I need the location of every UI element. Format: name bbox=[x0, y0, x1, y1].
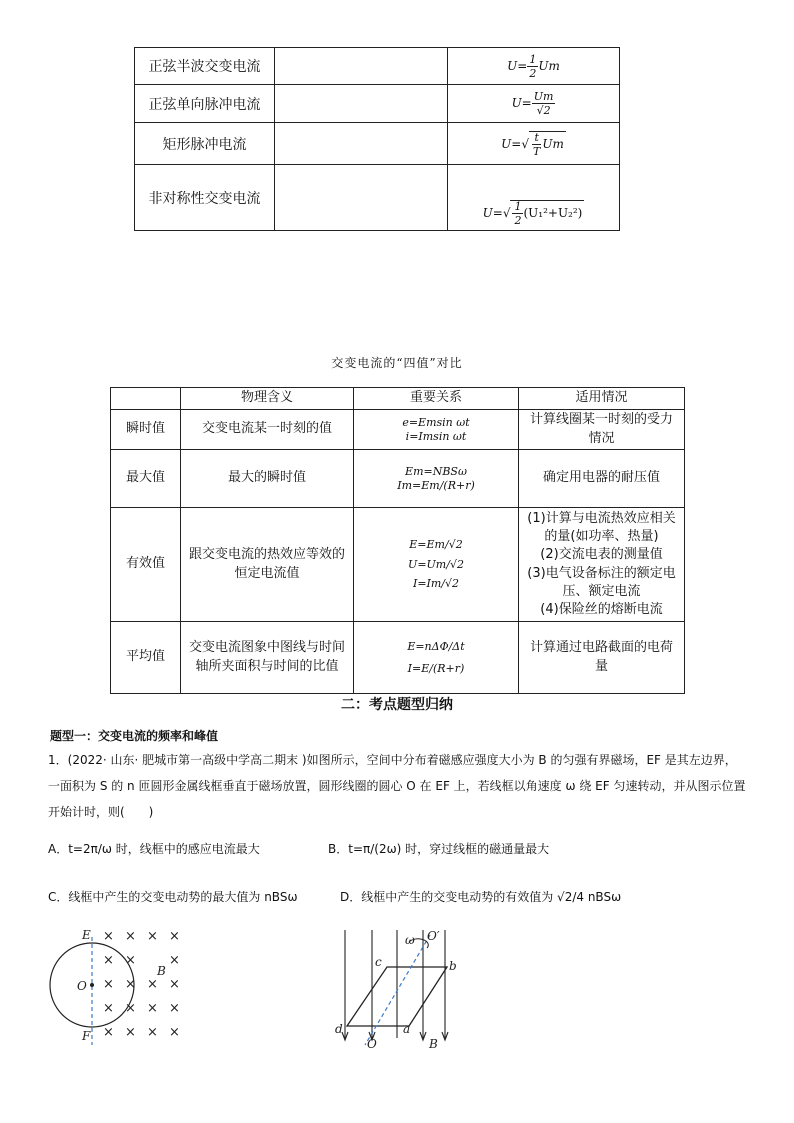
four-values-table bbox=[110, 387, 685, 694]
svg-text:F: F bbox=[82, 1029, 91, 1043]
formula-cell: U= $\frac{1}{2}$ Um bbox=[448, 48, 620, 85]
option-c: C．线框中产生的交变电动势的最大值为 nBSω bbox=[48, 890, 298, 904]
row-name: 正弦半波交变电流 bbox=[135, 48, 275, 85]
svg-text:O′: O′ bbox=[427, 929, 440, 943]
svg-text:d: d bbox=[335, 1022, 343, 1036]
row-relation: E=Em/√2 U=Um/√2 I=Im/√2 bbox=[354, 508, 519, 622]
svg-text:×: × bbox=[103, 929, 114, 944]
svg-text:×: × bbox=[125, 977, 136, 992]
row-name: 瞬时值 bbox=[111, 410, 181, 450]
row-meaning: 交变电流图象中图线与时间轴所夹面积与时间的比值 bbox=[181, 622, 354, 694]
row-name: 最大值 bbox=[111, 450, 181, 508]
formula-cell: U= √ $\frac{1}{2}$ (U₁²+U₂²) bbox=[448, 165, 620, 231]
svg-text:×: × bbox=[125, 1025, 136, 1040]
svg-text:B: B bbox=[429, 1037, 438, 1051]
effective-value-table bbox=[134, 47, 620, 231]
formula-cell: U= √ $\frac{t}{T}$ Um bbox=[448, 123, 620, 165]
svg-text:×: × bbox=[147, 929, 158, 944]
figure-magnetic-field-circle bbox=[40, 925, 200, 1050]
svg-text:c: c bbox=[375, 955, 382, 969]
row-relation: e=Emsin ωt i=Imsin ωt bbox=[354, 410, 519, 450]
row-meaning: 最大的瞬时值 bbox=[181, 450, 354, 508]
row-name: 正弦单向脉冲电流 bbox=[135, 85, 275, 123]
svg-text:×: × bbox=[125, 929, 136, 944]
figure-rotating-frame bbox=[325, 920, 475, 1055]
svg-text:a: a bbox=[403, 1022, 411, 1036]
svg-text:×: × bbox=[103, 953, 114, 968]
row-name: 平均值 bbox=[111, 622, 181, 694]
svg-text:ω: ω bbox=[405, 933, 415, 947]
svg-text:B: B bbox=[157, 964, 166, 978]
svg-text:×: × bbox=[103, 977, 114, 992]
option-a: A．t=2π/ω 时，线框中的感应电流最大 bbox=[48, 842, 260, 856]
header-usage: 适用情况 bbox=[519, 388, 685, 410]
row-name: 有效值 bbox=[111, 508, 181, 622]
question-stem: 1．(2022· 山东· 肥城市第一高级中学高二期末 )如图所示，空间中分布着磁感应强度大小为 B 的匀强有界磁场，EF 是其左边界，一面积为 S 的 n 匝圆形金属线框垂直于磁场放置，圆形线圈的圆心 O 在 EF 上，若线框以角速度 ω 绕 EF 匀速转动，并从图示位置开始计时，则( ) bbox=[48, 753, 746, 819]
svg-text:×: × bbox=[147, 1001, 158, 1016]
svg-text:E: E bbox=[82, 928, 91, 942]
svg-text:×: × bbox=[125, 953, 136, 968]
section-title: 二：考点题型归纳 bbox=[341, 697, 453, 713]
row-usage: 确定用电器的耐压值 bbox=[519, 450, 685, 508]
row-usage: 计算线圈某一时刻的受力情况 bbox=[519, 410, 685, 450]
svg-text:×: × bbox=[169, 953, 180, 968]
svg-text:×: × bbox=[169, 977, 180, 992]
svg-text:b: b bbox=[449, 959, 457, 973]
svg-text:×: × bbox=[103, 1025, 114, 1040]
header-meaning: 物理含义 bbox=[181, 388, 354, 410]
svg-text:×: × bbox=[169, 1001, 180, 1016]
row-meaning: 交变电流某一时刻的值 bbox=[181, 410, 354, 450]
row-name: 矩形脉冲电流 bbox=[135, 123, 275, 165]
header-relation: 重要关系 bbox=[354, 388, 519, 410]
svg-text:O: O bbox=[367, 1037, 377, 1051]
row-relation: E=nΔΦ/Δt I=E/(R+r) bbox=[354, 622, 519, 694]
table-caption: 交变电流的“四值”对比 bbox=[331, 356, 463, 370]
option-b: B．t=π/(2ω) 时，穿过线框的磁通量最大 bbox=[328, 842, 550, 856]
option-d: D．线框中产生的交变电动势的有效值为 √2/4 nBSω bbox=[340, 890, 622, 904]
question-type-title: 题型一：交变电流的频率和峰值 bbox=[50, 729, 219, 743]
formula-cell: U= $\frac{Um}{√2}$ bbox=[448, 85, 620, 123]
svg-text:×: × bbox=[169, 929, 180, 944]
svg-text:×: × bbox=[169, 1025, 180, 1040]
svg-text:O: O bbox=[77, 979, 87, 993]
row-relation: Em=NBSω Im=Em/(R+r) bbox=[354, 450, 519, 508]
row-usage: 计算通过电路截面的电荷量 bbox=[519, 622, 685, 694]
svg-text:×: × bbox=[147, 1025, 158, 1040]
svg-text:×: × bbox=[103, 1001, 114, 1016]
row-name: 非对称性交变电流 bbox=[135, 165, 275, 231]
row-meaning: 跟交变电流的热效应等效的恒定电流值 bbox=[181, 508, 354, 622]
svg-text:×: × bbox=[125, 1001, 136, 1016]
svg-text:×: × bbox=[147, 977, 158, 992]
row-usage: (1)计算与电流热效应相关的量(如功率、热量) (2)交流电表的测量值 (3)电气设备标注的额定电压、额定电流 (4)保险丝的熔断电流 bbox=[519, 508, 685, 622]
